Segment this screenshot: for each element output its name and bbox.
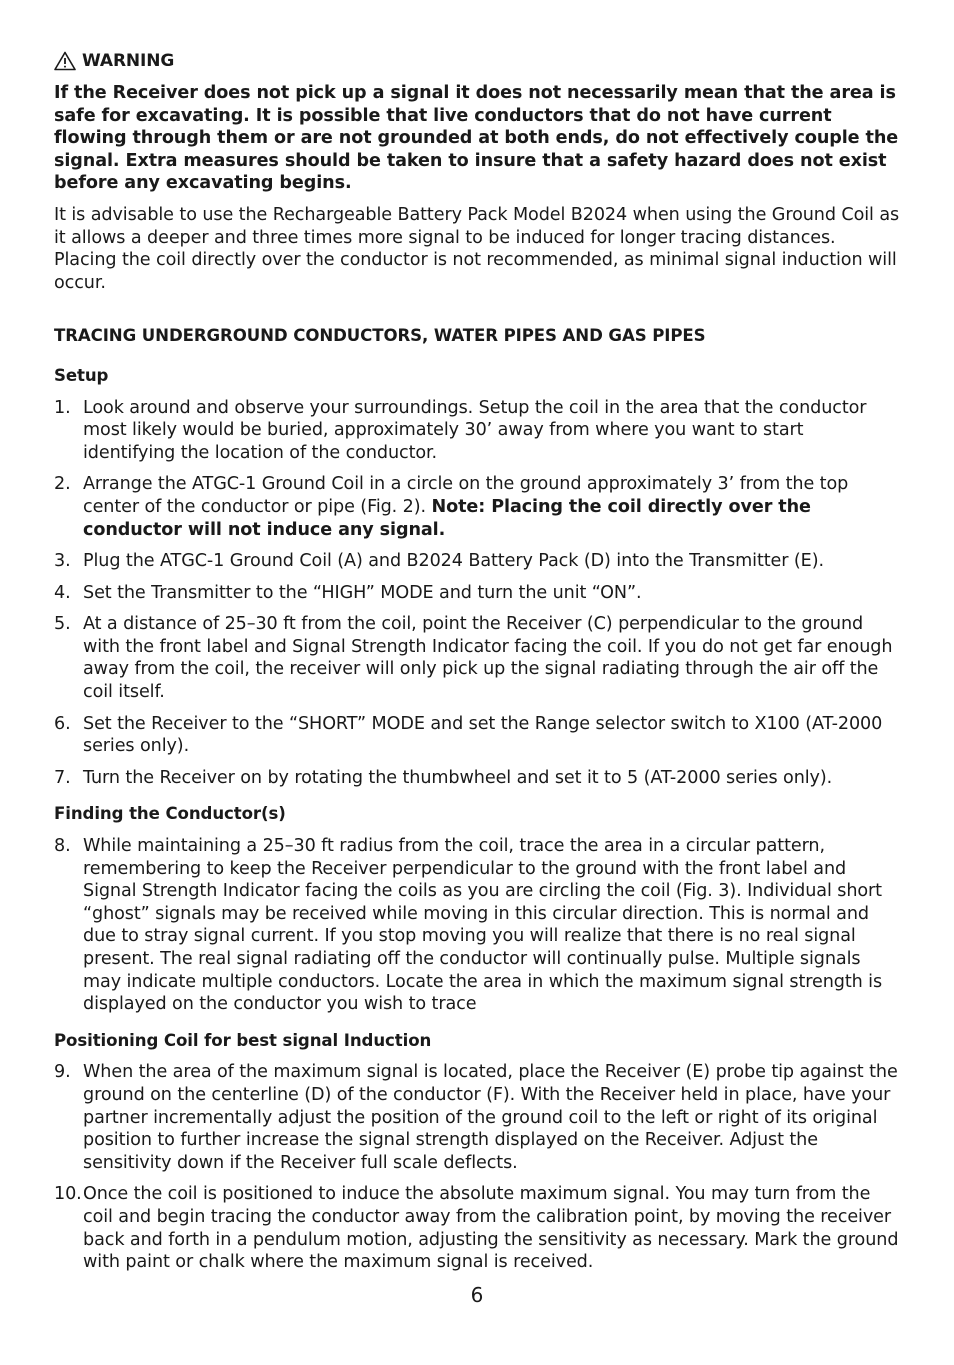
finding-heading: Finding the Conductor(s): [54, 804, 286, 824]
step-text: While maintaining a 25–30 ft radius from the coil, trace the area in a circular pattern, remembering to keep the Receiver perpendicular to the ground with the front label and Signal Strength Indicator facing the coils as you are circling the coil (Fig. 3). Individual short “ghost” signals may be received while moving in this circular direction. This is normal and due to stray signal current. If you stop moving you will realize that there is no real signal present. The real signal radiating off the conductor will continually pulse. Multiple signals may indicate multiple conductors. Locate the area in which the maximum signal strength is displayed on the conductor you wish to trace: [83, 836, 883, 1015]
warning-title: WARNING: [82, 51, 175, 71]
list-item: [54, 397, 900, 465]
step-main-text: Arrange the ATGC-1 Ground Coil in a circle on the ground approximately 3’ from the top center of the conductor or pipe (Fig. 2).: [83, 474, 849, 517]
step-number: 4.: [54, 582, 71, 603]
list-item: [54, 1183, 900, 1273]
step-number: 8.: [54, 836, 71, 857]
step-text: At a distance of 25–30 ft from the coil, point the Receiver (C) perpendicular to the ground with the front label and Signal Strength Indicator facing the coil. If you do not get far enough away from the coil, the receiver will only pick up the signal radiating through the air off the coil itself.: [83, 614, 893, 703]
step-number: 3.: [54, 551, 71, 572]
list-item: [54, 582, 900, 605]
step-text: Set the Receiver to the “SHORT” MODE and set the Range selector switch to X100 (AT-2000 series only).: [83, 713, 883, 757]
step-number: 9.: [54, 1062, 71, 1083]
warning-triangle-icon: [54, 51, 76, 71]
list-item: [54, 713, 900, 758]
step-number: 6.: [54, 713, 71, 734]
setup-heading: Setup: [54, 365, 109, 385]
list-item: [54, 1061, 900, 1174]
positioning-heading: Positioning Coil for best signal Induction: [54, 1030, 432, 1050]
warning-text: If the Receiver does not pick up a signal it does not necessarily mean that the area is safe for excavating. It is possible that live conductors that do not have current flowing through them or are not grounded at both ends, do not effectively couple the signal. Extra measures should be taken to insure that a safety hazard does not exist before any excavating begins.: [54, 83, 899, 194]
step-text: Look around and observe your surroundings. Setup the coil in the area that the conductor most likely would be buried, approximately 30’ away from where you want to start identifying the location of the conductor.: [83, 397, 867, 463]
step-number: 7.: [54, 767, 71, 788]
list-item: [54, 835, 900, 1016]
step-text: Plug the ATGC-1 Ground Coil (A) and B2024 Battery Pack (D) into the Transmitter (E).: [83, 551, 824, 572]
list-item: [54, 613, 900, 703]
setup-steps: [54, 397, 900, 790]
list-item: [54, 767, 900, 790]
step-number: 1.: [54, 397, 71, 418]
step-text: When the area of the maximum signal is located, place the Receiver (E) probe tip against the ground on the centerline (D) of the conductor (F). With the Receiver held in place, have your partner incrementally adjust the position of the ground coil to the left or right of its original position to further increase the signal strength displayed on the Receiver. Adjust the sensitivity down if the Receiver full scale deflects.: [83, 1062, 898, 1173]
manual-page: [54, 50, 900, 1283]
list-item: [54, 550, 900, 573]
finding-steps: [54, 835, 900, 1016]
step-text: Set the Transmitter to the “HIGH” MODE and turn the unit “ON”.: [83, 582, 642, 603]
section-title: TRACING UNDERGROUND CONDUCTORS, WATER PIPES AND GAS PIPES: [54, 326, 706, 346]
step-number: 5.: [54, 614, 71, 635]
step-text: Once the coil is positioned to induce the absolute maximum signal. You may turn from the coil and begin tracing the conductor away from the calibration point, by moving the receiver back and forth in a pendulum motion, adjusting the sensitivity as necessary. Mark the ground with paint or chalk where the maximum signal is received.: [83, 1184, 899, 1273]
step-text: Turn the Receiver on by rotating the thumbwheel and set it to 5 (AT-2000 series only).: [83, 767, 833, 788]
list-item: [54, 473, 900, 541]
step-number: 10.: [54, 1184, 82, 1205]
intro-paragraph: It is advisable to use the Rechargeable Battery Pack Model B2024 when using the Ground Coil as it allows a deeper and three times more signal to be induced for longer tracing distances. Placing the coil directly over the conductor is not recommended, as minimal signal induction will occur.: [54, 204, 900, 293]
page-number: 6: [470, 1283, 484, 1307]
step-note: Note: Placing the coil directly over the conductor will not induce any signal.: [83, 496, 811, 540]
warning-heading: [54, 50, 900, 72]
step-number: 2.: [54, 474, 71, 495]
positioning-steps: [54, 1061, 900, 1273]
step-text: [83, 473, 900, 541]
